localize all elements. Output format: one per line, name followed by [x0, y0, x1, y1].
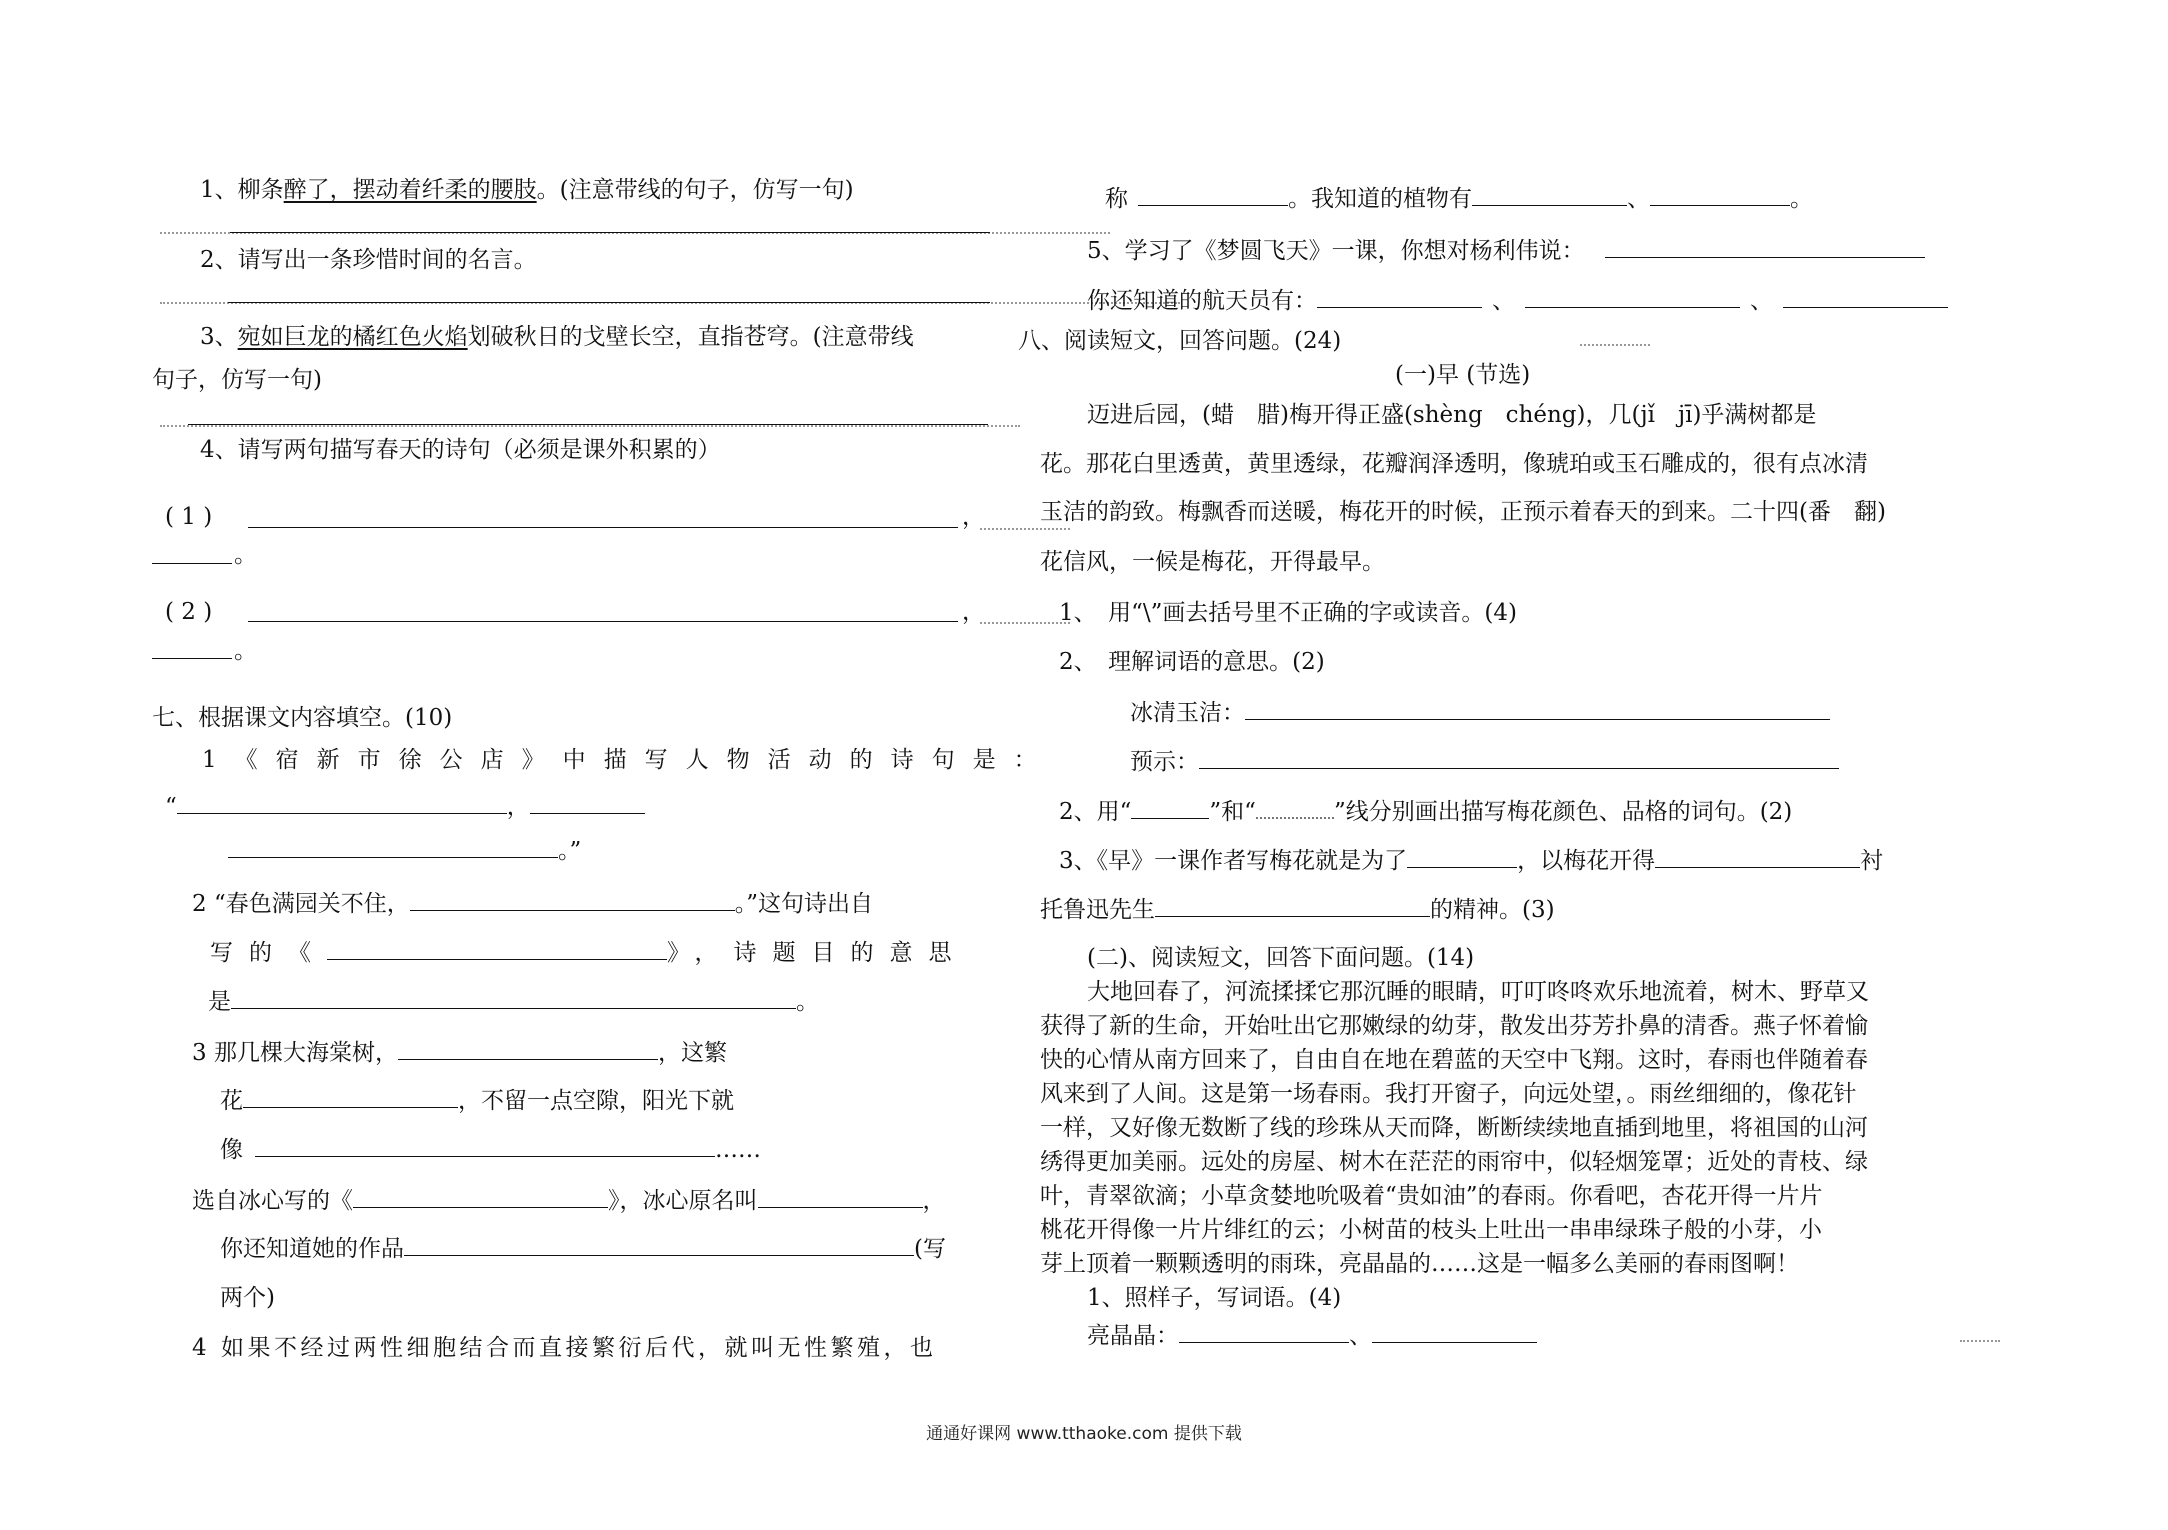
- fill-2: 2 “春色满园关不住， 。”这句诗出自: [192, 888, 873, 919]
- question-b2: 亮晶晶： 、: [1087, 1320, 1537, 1351]
- question-5b: 你还知道的航天员有： 、 、: [1087, 285, 1948, 316]
- answer-line[interactable]: [230, 232, 990, 233]
- fill-4: 4 如果不经过两性细胞结合而直接繁衍后代，就叫无性繁殖，也: [192, 1335, 937, 1361]
- question-2: 2、请写出一条珍惜时间的名言。: [200, 247, 537, 273]
- passage-2-line: 芽上顶着一颗颗透明的雨珠，亮晶晶的……这是一幅多么美丽的春雨图啊！: [1040, 1251, 1799, 1277]
- section-7-title: 七、根据课文内容填空。(10): [152, 705, 453, 731]
- answer-line[interactable]: [1179, 1320, 1349, 1343]
- answer-line[interactable]: [231, 986, 796, 1009]
- dotted-guide: [980, 528, 1070, 530]
- dotted-guide: [160, 425, 1020, 427]
- question-3-cont: 句子，仿写一句): [152, 367, 322, 393]
- wavy-line-sample[interactable]: [1256, 795, 1334, 819]
- answer-line[interactable]: [1245, 697, 1830, 720]
- answer-line[interactable]: [1138, 183, 1288, 206]
- fill-1: 1《宿新市徐公店》中描写人物活动的诗句是：: [202, 747, 1055, 773]
- passage-2-line: 叶，青翠欲滴；小草贪婪地吮吸着“贵如油”的春雨。你看吧，杏花开得一片片: [1040, 1183, 1823, 1209]
- comma: ，: [962, 504, 985, 530]
- answer-line-2[interactable]: [248, 621, 958, 622]
- question-a2: 2、 理解词语的意思。(2): [1059, 649, 1325, 675]
- question-a4b: 托鲁迅先生 的精神。(3): [1040, 894, 1555, 925]
- period: 。: [234, 638, 257, 664]
- question-a4: 3、《早》一课作者写梅花就是为了 ，以梅花开得 衬: [1059, 845, 1883, 876]
- straight-line-sample[interactable]: [1131, 796, 1209, 819]
- answer-line[interactable]: [1650, 183, 1790, 206]
- passage-1-title: (一)早 (节选): [1395, 362, 1531, 388]
- answer-line-1[interactable]: [248, 527, 958, 528]
- dotted-guide: [1960, 1340, 2000, 1342]
- answer-line[interactable]: [353, 1185, 608, 1208]
- passage-2-title: (二)、阅读短文，回答下面问题。(14): [1087, 945, 1475, 971]
- answer-line[interactable]: [758, 1185, 923, 1208]
- word-1: 冰清玉洁：: [1130, 697, 1830, 728]
- answer-line[interactable]: [1372, 1320, 1537, 1343]
- answer-line[interactable]: [1472, 183, 1627, 206]
- answer-line[interactable]: [1199, 746, 1839, 769]
- fill-3f: 两个): [220, 1285, 275, 1311]
- question-4: 4、请写两句描写春天的诗句（必须是课外积累的）: [200, 437, 721, 463]
- question-5: 5、学习了《梦圆飞天》一课，你想对杨利伟说：: [1087, 235, 1925, 266]
- poem-line-1: ( 1 ): [165, 504, 213, 530]
- answer-line[interactable]: [228, 302, 990, 303]
- answer-line[interactable]: [410, 888, 735, 911]
- question-a1: 1、 用“\”画去括号里不正确的字或读音。(4): [1059, 600, 1517, 626]
- answer-line[interactable]: [398, 1037, 658, 1060]
- section-8-title: 八、阅读短文，回答问题。(24): [1018, 328, 1342, 354]
- passage-2-line: 快的心情从南方回来了，自由自在地在碧蓝的天空中飞翔。这时，春雨也伴随着春: [1040, 1047, 1868, 1073]
- fill-3: 3 那几棵大海棠树， ，这繁: [192, 1037, 727, 1068]
- answer-line[interactable]: [1407, 845, 1517, 868]
- passage-1-line: 玉洁的韵致。梅飘香而送暖，梅花开的时候，正预示着春天的到来。二十四(番 翻): [1040, 499, 1886, 525]
- period: 。: [234, 542, 257, 568]
- passage-2-line: 获得了新的生命，开始吐出它那嫩绿的幼芽，散发出芬芳扑鼻的清香。燕子怀着愉: [1040, 1013, 1868, 1039]
- passage-1-line: 花。那花白里透黄，黄里透绿，花瓣润泽透明，像琥珀或玉石雕成的，很有点冰清: [1040, 451, 1868, 477]
- answer-line[interactable]: [327, 937, 667, 960]
- answer-line[interactable]: [188, 424, 988, 425]
- passage-2-line: 风来到了人间。这是第一场春雨。我打开窗子，向远处望，。雨丝细细的，像花针: [1040, 1081, 1857, 1107]
- question-a3: 2、用“ ”和“ ”线分别画出描写梅花颜色、品格的词句。(2): [1059, 795, 1792, 827]
- passage-2-line: 大地回春了，河流揉揉它那沉睡的眼睛，叮叮咚咚欢乐地流着，树木、野草又: [1087, 979, 1869, 1005]
- word-2: 预示：: [1130, 746, 1839, 777]
- answer-line[interactable]: [1317, 285, 1482, 308]
- answer-line[interactable]: [1155, 894, 1430, 917]
- poem-line-2: ( 2 ): [165, 599, 213, 625]
- answer-line[interactable]: [243, 1085, 458, 1108]
- answer-line[interactable]: [255, 1134, 715, 1157]
- fill-1-answer: “ ，: [165, 791, 645, 822]
- fill-1-answer-2: 。”: [228, 835, 581, 866]
- plants-line: 称 。我知道的植物有 、 。: [1105, 183, 1813, 214]
- passage-2-line: 绣得更加美丽。远处的房屋、树木在茫茫的雨帘中，似轻烟笼罩；近处的青枝、绿: [1040, 1149, 1868, 1175]
- answer-line[interactable]: [177, 791, 507, 814]
- answer-line-2b[interactable]: [152, 658, 232, 659]
- fill-3d: 选自冰心写的《 》，冰心原名叫 ，: [192, 1185, 946, 1216]
- passage-1-line: 迈进后园，(蜡 腊)梅开得正盛(shèng chéng)，几(jǐ jī)乎满树都是: [1087, 402, 1817, 428]
- answer-line[interactable]: [228, 835, 558, 858]
- passage-2-line: 一样，又好像无数断了线的珍珠从天而降，断断续续地直插到地里，将祖国的山河: [1040, 1115, 1868, 1141]
- answer-line[interactable]: [404, 1233, 914, 1256]
- fill-2c: 是 。: [208, 986, 819, 1017]
- answer-line-1b[interactable]: [152, 563, 232, 564]
- answer-line[interactable]: [530, 791, 645, 814]
- question-1: 1、柳条醉了，摆动着纤柔的腰肢。(注意带线的句子，仿写一句): [200, 177, 854, 203]
- passage-2-line: 桃花开得像一片片绯红的云；小树苗的枝头上吐出一串串绿珠子般的小芽，小: [1040, 1217, 1822, 1243]
- dotted-guide: [980, 622, 1070, 624]
- fill-3e: 你还知道她的作品 (写: [220, 1233, 946, 1264]
- question-3: 3、宛如巨龙的橘红色火焰划破秋日的戈壁长空，直指苍穹。(注意带线: [200, 324, 914, 350]
- answer-line[interactable]: [1605, 235, 1925, 258]
- question-b1: 1、照样子，写词语。(4): [1087, 1285, 1342, 1311]
- passage-1-line: 花信风，一候是梅花，开得最早。: [1040, 549, 1385, 575]
- fill-2b: 写的《 》，诗题目的意思: [210, 937, 968, 968]
- footer-credit: 通通好课网 www.tthaoke.com 提供下载: [926, 1424, 1242, 1444]
- answer-line[interactable]: [1525, 285, 1740, 308]
- answer-line[interactable]: [1783, 285, 1948, 308]
- fill-3c: 像 ……: [220, 1134, 761, 1165]
- comma: ，: [962, 599, 985, 625]
- answer-line[interactable]: [1655, 845, 1860, 868]
- fill-3b: 花 ，不留一点空隙，阳光下就: [220, 1085, 734, 1116]
- dotted-guide: [1580, 344, 1650, 346]
